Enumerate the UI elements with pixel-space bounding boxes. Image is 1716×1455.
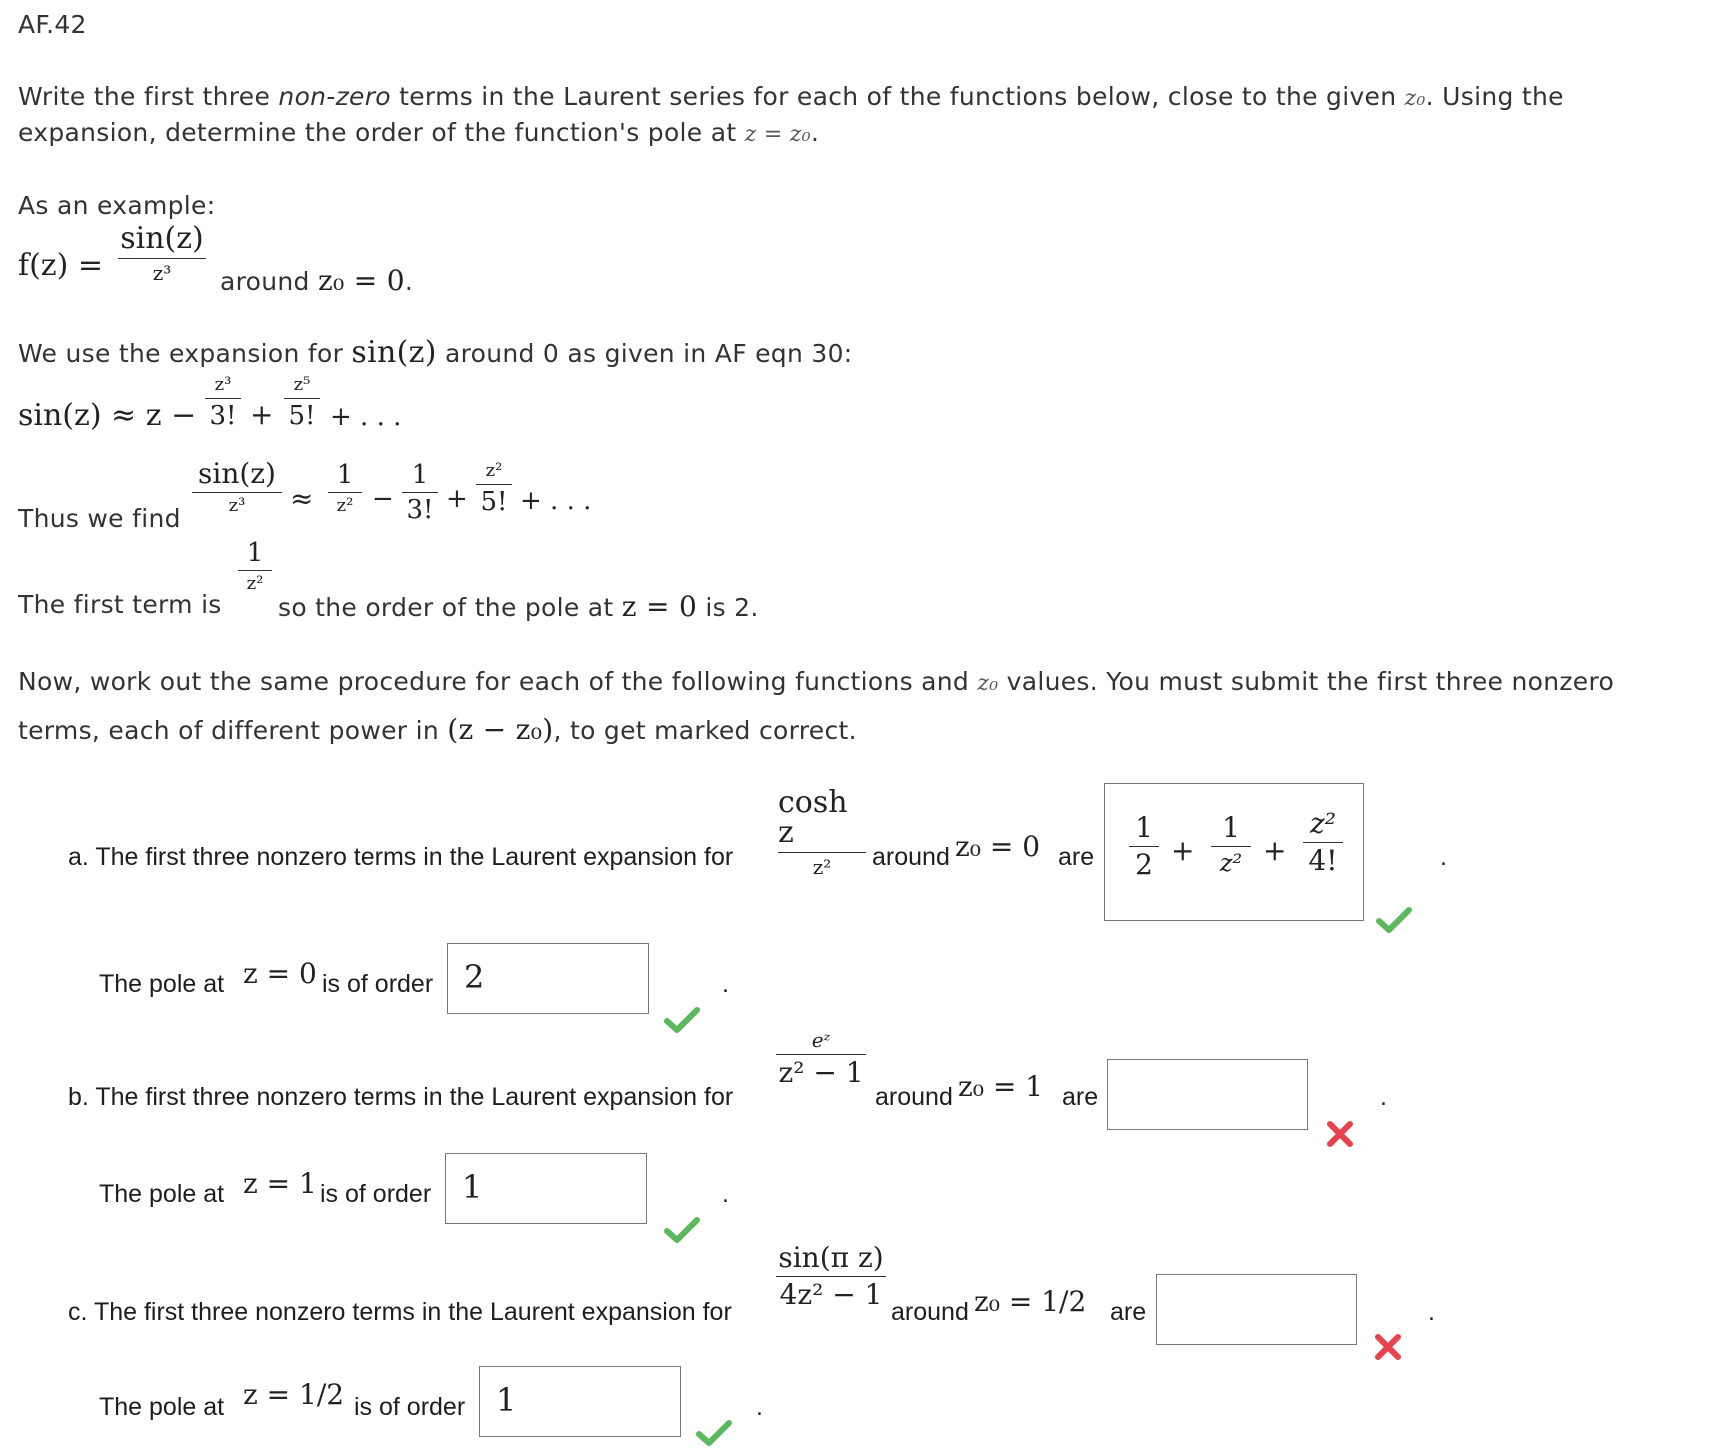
thus-lhs-fraction: sin(z) z³ [192,460,282,515]
instructions-line-1: Now, work out the same procedure for each of the following functions and z₀ values. You must submit the first three nonzero [18,667,1615,696]
question-c-pole-value: 1 [496,1381,517,1419]
question-c-answer-field[interactable] [1156,1274,1357,1345]
question-b-prompt: b. The first three nonzero terms in the Laurent expansion for [68,1083,734,1111]
question-b-pole-dot: . [722,1180,729,1208]
question-a-dot: . [1440,843,1447,871]
question-b-answer-field[interactable] [1107,1059,1308,1130]
thus-minus: − [372,484,394,514]
sin-plus: + [250,398,274,431]
question-c-z0: z₀ = 1/2 [974,1285,1087,1318]
question-a-check-icon [1376,906,1412,934]
question-b-pole-post: is of order [320,1180,432,1208]
sin-tail: + . . . [330,402,402,432]
question-a-pole-pre: The pole at [99,970,225,998]
first-term-pre: The first term is [18,590,222,619]
intro-emphasis: non-zero [278,82,391,111]
thus-approx: ≈ [290,482,314,515]
thus-tail: + . . . [520,486,592,516]
question-c-prompt: c. The first three nonzero terms in the Laurent expansion for [68,1298,732,1326]
question-a-pole-check-icon [664,1006,700,1034]
thus-term-1: 1 z² [328,462,362,515]
example-f-lhs: f(z) = [18,248,103,283]
question-b-around: around [875,1083,953,1111]
question-c-function: sin(π z) 4z² − 1 [776,1244,886,1309]
answer-a-term-2: 1 z² [1211,814,1251,875]
first-term-post: so the order of the pole at z = 0 is 2. [278,590,759,623]
sin-term-z5: z⁵ 5! [284,376,320,429]
question-a-function: cosh z z² [778,788,866,877]
question-b-dot: . [1380,1083,1387,1111]
answer-a-plus-1: + [1171,834,1195,867]
example-heading: As an example: [18,191,216,220]
question-c-pole-check-icon [696,1419,732,1447]
question-a-prompt: a. The first three nonzero terms in the Laurent expansion for [68,843,734,871]
question-b-cross-icon [1326,1120,1354,1148]
question-c-pole-pre: The pole at [99,1393,225,1421]
question-a-z0: z₀ = 0 [955,830,1041,863]
example-around: around z₀ = 0. [220,264,414,297]
first-term-fraction: 1 z² [238,540,272,593]
question-b-z0: z₀ = 1 [958,1070,1044,1103]
thus-term-3: z² 5! [476,462,512,515]
sin-expansion-lhs: sin(z) ≈ z − [18,398,197,433]
thus-plus: + [446,484,468,514]
answer-a-plus-2: + [1263,834,1287,867]
question-c-around: around [891,1298,969,1326]
thus-term-2: 1 3! [402,462,438,523]
question-c-pole-field[interactable] [479,1366,681,1437]
answer-a-term-1: 1 2 [1129,814,1159,879]
sin-term-z3: z³ 3! [205,376,241,429]
question-a-pole-dot: . [722,970,729,998]
problem-id: AF.42 [18,10,87,39]
intro-line-2: expansion, determine the order of the function's pole at z = z₀. [18,118,820,147]
thus-label: Thus we find [18,504,181,533]
question-b-are: are [1062,1083,1099,1111]
answer-a-term-3: z² 4! [1303,810,1343,875]
question-c-pole-math: z = 1/2 [243,1378,345,1411]
intro-z0: z₀ [1404,86,1426,111]
question-a-answer-field[interactable] [1104,783,1364,921]
question-a-pole-math: z = 0 [243,957,317,990]
question-a-pole-value: 2 [464,958,485,996]
question-c-dot: . [1428,1298,1435,1326]
question-b-pole-value: 1 [462,1168,483,1206]
intro-z-eq-z0: z = z₀ [744,122,811,147]
question-c-cross-icon [1374,1333,1402,1361]
question-a-around: around [872,843,950,871]
example-use-line: We use the expansion for sin(z) around 0 as given in AF eqn 30: [18,335,853,370]
question-b-pole-field[interactable] [445,1153,647,1224]
question-c-pole-post: is of order [354,1393,466,1421]
question-b-pole-pre: The pole at [99,1180,225,1208]
question-b-function: eᶻ z² − 1 [776,1030,866,1087]
question-b-pole-check-icon [664,1216,700,1244]
question-a-are: are [1058,843,1095,871]
question-b-pole-math: z = 1 [243,1167,317,1200]
question-a-pole-field[interactable] [447,943,649,1014]
question-c-are: are [1110,1298,1147,1326]
question-a-pole-post: is of order [322,970,434,998]
example-f-fraction: sin(z) z³ [118,224,206,283]
question-c-pole-dot: . [756,1393,763,1421]
intro-line-1: Write the first three non-zero terms in the Laurent series for each of the functions below, close to the given z₀. Using the [18,82,1564,111]
instructions-line-2: terms, each of different power in (z − z₀), to get marked correct. [18,713,857,746]
